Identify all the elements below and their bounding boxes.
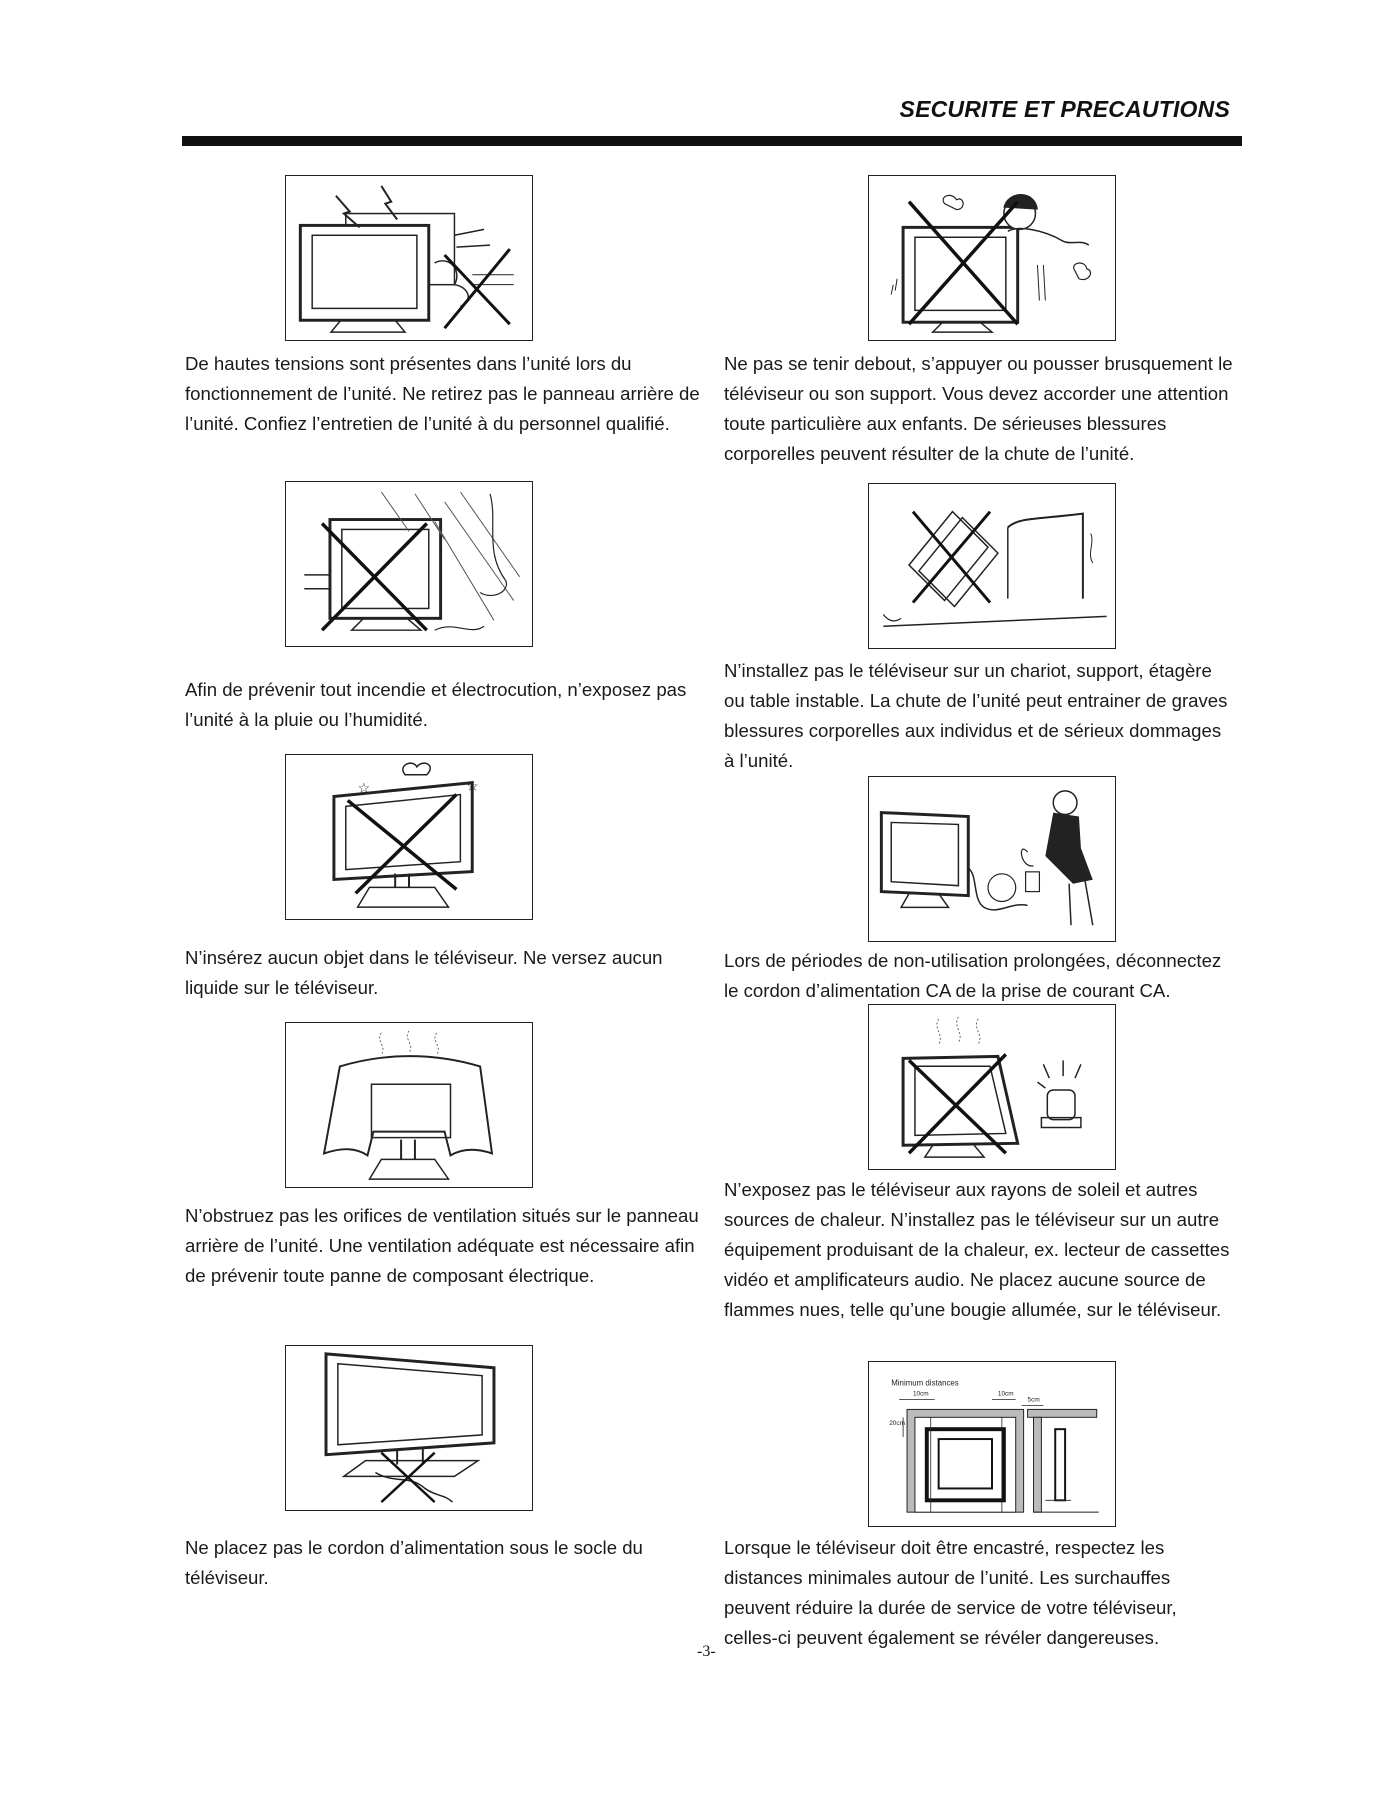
unplug-warning-text: Lors de périodes de non-utilisation prolongées, déconnectez le cordon d’alimentation CA de la prise de courant CA. [724,950,1222,1001]
covered-ventilation-icon [285,1022,533,1188]
child-climbing-tv-icon [868,175,1116,341]
unplug-power-cord-icon [868,776,1116,942]
rain-humidity-icon [285,481,533,647]
ventilation-warning-text: N’obstruez pas les orifices de ventilation situés sur le panneau arrière de l’unité. Une ventilation adéquate est nécessaire afin de prévenir toute panne de composant électrique. [185,1205,699,1286]
heat-source-icon [868,1004,1116,1170]
unstable-stand-icon [868,483,1116,649]
distance-label-left: 10cm [912,1390,929,1398]
high-voltage-rear-panel-icon [285,175,533,341]
header-rule [182,136,1242,146]
objects-liquid-warning-text: N’insérez aucun objet dans le téléviseur. Ne versez aucun liquide sur le téléviseur. [185,947,663,998]
page-title: SECURITE ET PRECAUTIONS [899,96,1230,122]
distance-label-rear: 5cm [1027,1396,1040,1404]
climbing-warning-text: Ne pas se tenir debout, s’appuyer ou pousser brusquement le téléviseur ou son support. Vous devez accorder une attention toute particulière aux enfants. De sérieuses blessures corporelles peuvent résulter de la chute de l’unité. [724,353,1233,464]
distances-title: Minimum distances [891,1378,959,1388]
distance-label-top: 20cm [889,1420,905,1428]
distance-label-right: 10cm [997,1390,1014,1398]
minimum-distances-diagram [868,1361,1116,1527]
rain-humidity-warning-text: Afin de prévenir tout incendie et électrocution, n’exposez pas l’unité à la pluie ou l’humidité. [185,679,687,730]
svg-text:☆: ☆ [357,779,371,796]
page-number: -3- [697,1643,716,1660]
high-voltage-warning-text: De hautes tensions sont présentes dans l’unité lors du fonctionnement de l’unité. Ne retirez pas le panneau arrière de l’unité. Confiez l’entretien de l’unité à du personnel qualifié. [185,353,700,434]
svg-text:☆: ☆ [466,777,479,794]
heat-source-warning-text: N’exposez pas le téléviseur aux rayons de soleil et autres sources de chaleur. N’installez pas le téléviseur sur un autre équipement produisant de la chaleur, ex. lecteur de cassettes vidéo et amplificateurs audio. Ne placez aucune source de flammes nues, telle qu’une bougie allumée, sur le téléviseur. [724,1179,1230,1320]
minimum-distances-text: Lorsque le téléviseur doit être encastré, respectez les distances minimales autour de l’unité. Les surchauffes peuvent réduire la durée de service de votre téléviseur, celles-ci peuvent également se révéler dangereuses. [724,1537,1177,1648]
unstable-stand-warning-text: N’installez pas le téléviseur sur un chariot, support, étagère ou table instable. La chute de l’unité peut entrainer de graves blessures corporelles aux individus et de sérieux dommages à l’unité. [724,660,1228,771]
objects-liquid-icon [285,754,533,920]
power-cord-under-stand-icon [285,1345,533,1511]
power-cord-warning-text: Ne placez pas le cordon d’alimentation sous le socle du téléviseur. [185,1537,643,1588]
